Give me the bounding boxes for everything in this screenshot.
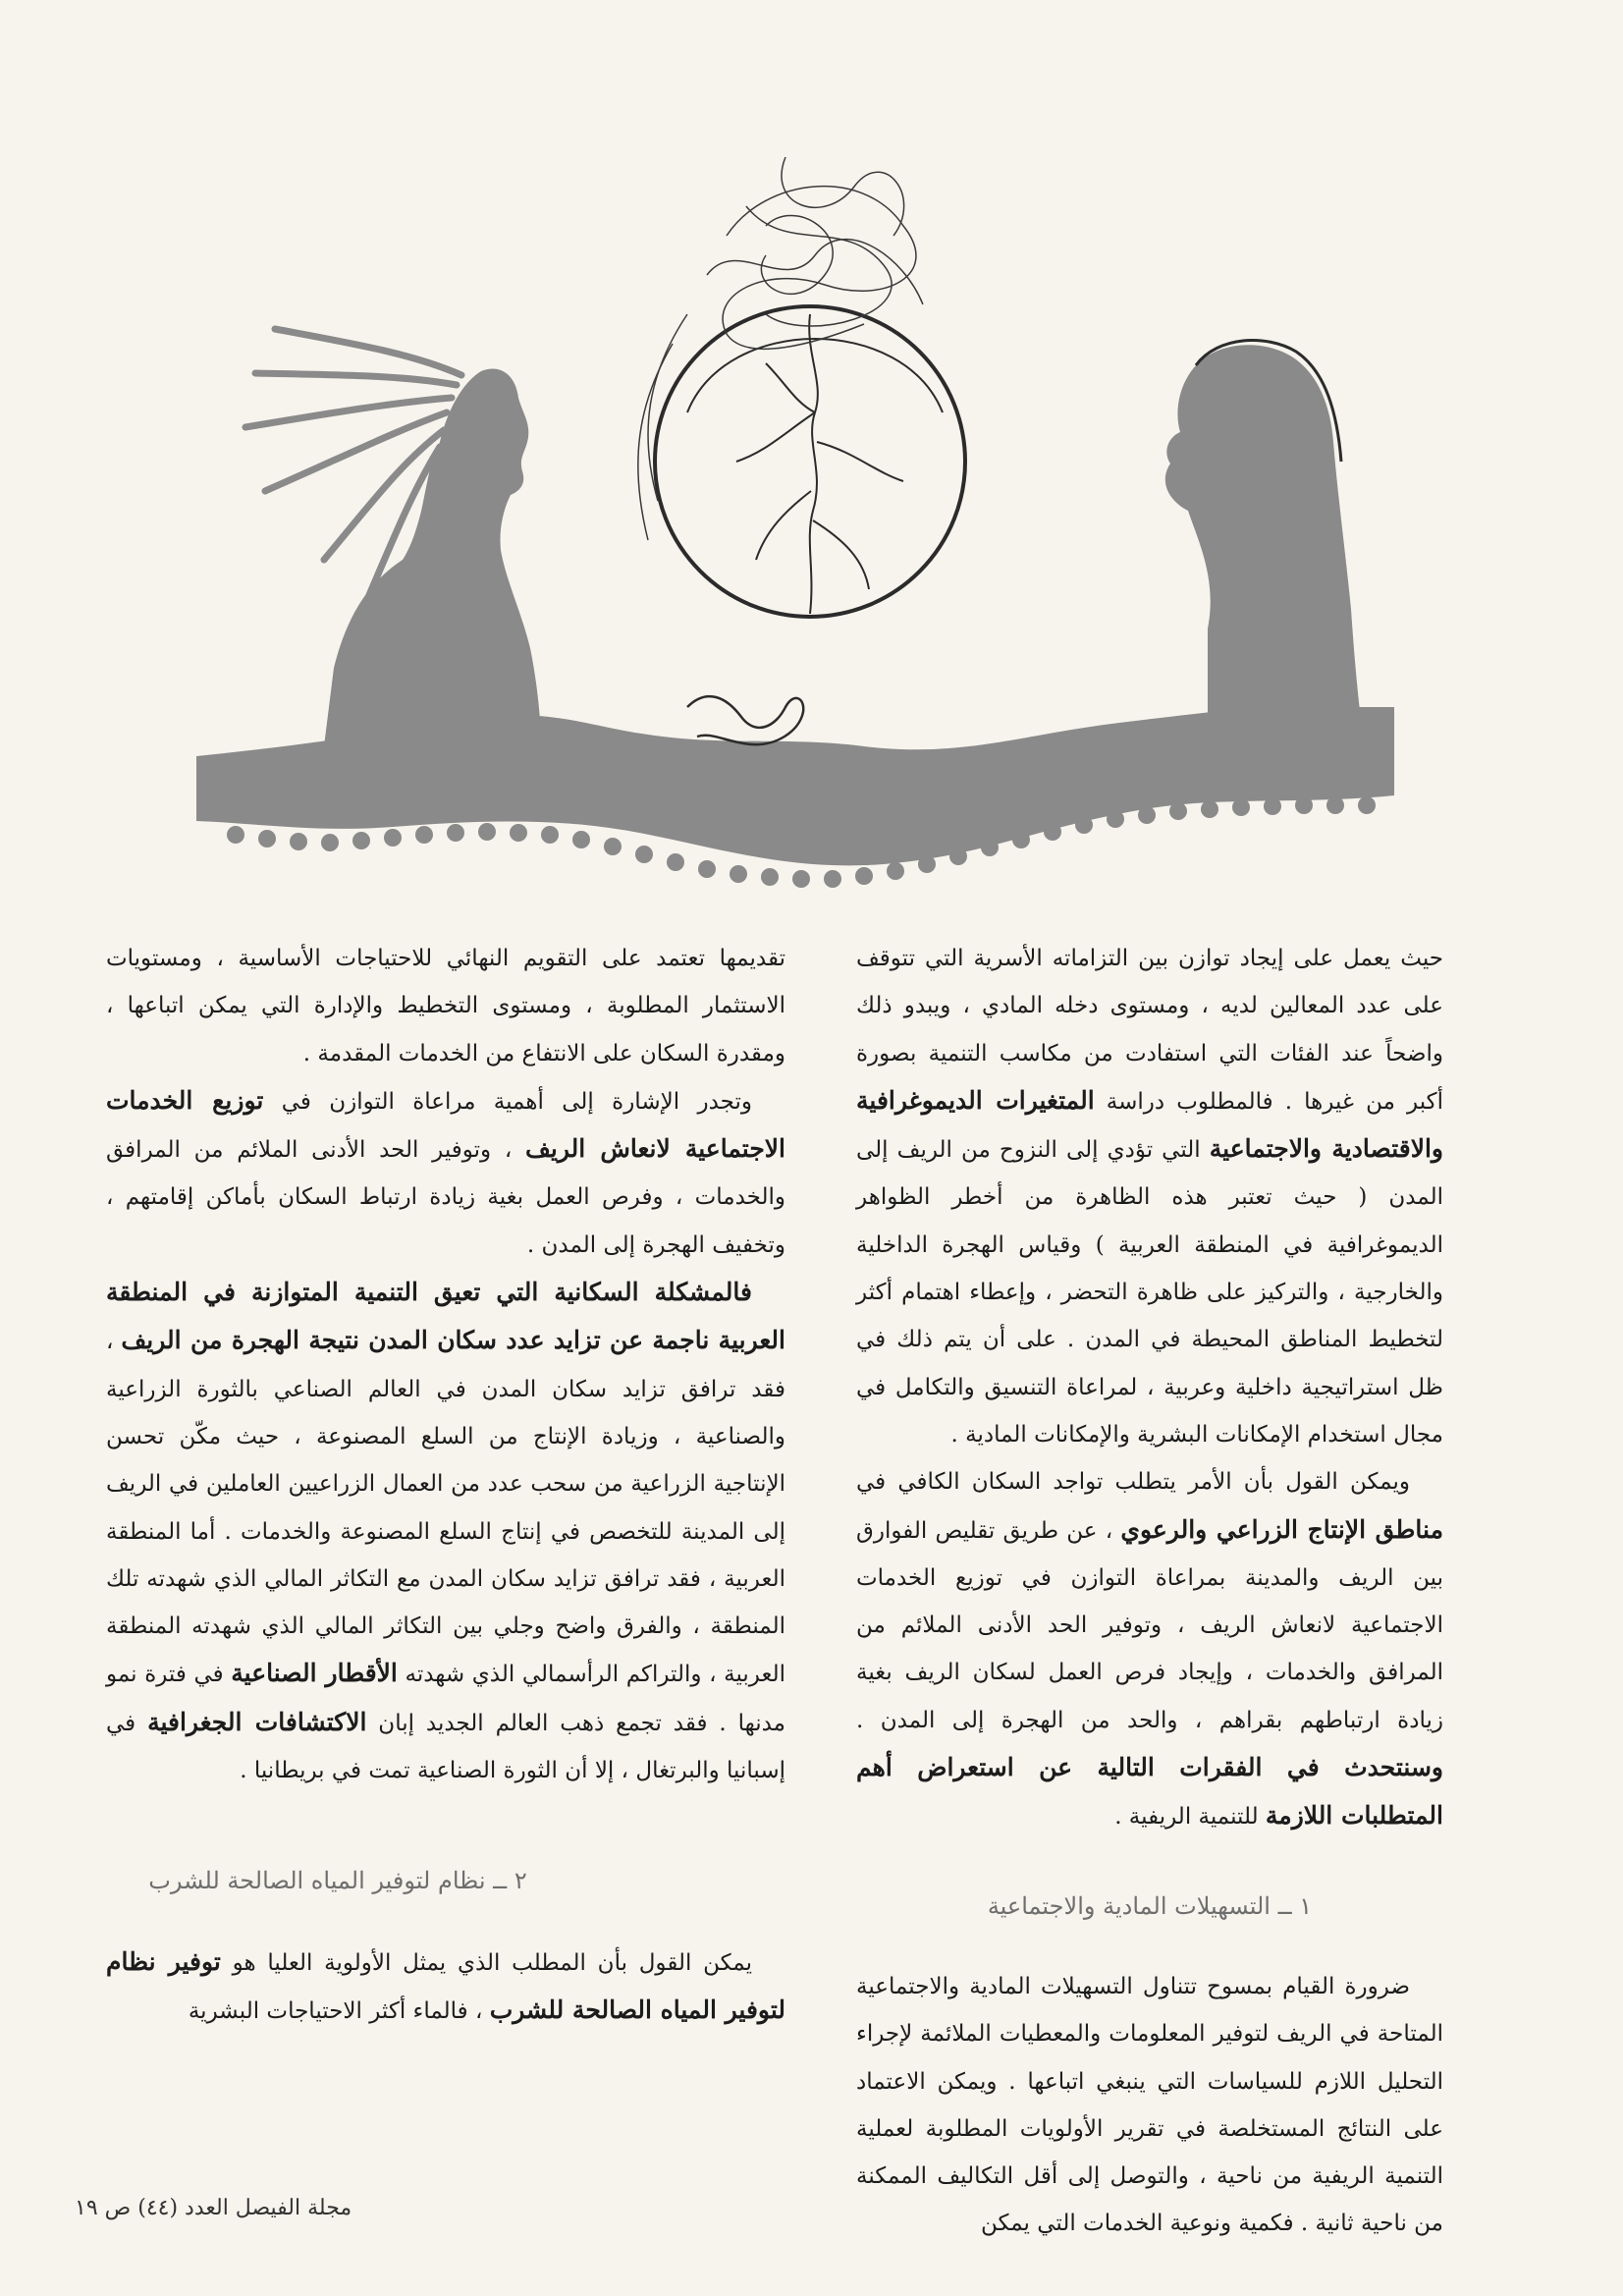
text: وتجدر الإشارة إلى أهمية مراعاة التوازن في: [263, 1088, 752, 1115]
section-heading-1: ١ ــ التسهيلات المادية والاجتماعية: [987, 1891, 1313, 1920]
right-paragraph-3: ضرورة القيام بمسوح تتناول التسهيلات المادية والاجتماعية المتاحة في الريف لتوفير المعلومات والمعطيات الملائمة لإجراء التحليل اللازم للسياسات التي ينبغي اتباعها . ويمكن الاعتماد على النتائج المستخلصة في تقرير الأولويات المطلوبة لعملية التنمية الريفية من ناحية ، والتوصل إلى أقل التكاليف الممكنة من ناحية ثانية . فكمية ونوعية الخدمات التي يمكن: [856, 1973, 1443, 2237]
text: التي تؤدي إلى النزوح من الريف إلى المدن ( حيث تعتبر هذه الظاهرة من أخطر الظواهر الديموغرافية في المنطقة العربية ) وقياس الهجرة الداخلية والخارجية ، والتركيز على ظاهرة التحضر ، وإعطاء اهتمام أكثر لتخطيط المناطق المحيطة في المدن . على أن يتم ذلك في ظل استراتيجية داخلية وعربية ، لمراعاة التنسيق والتكامل في مجال استخدام الإمكانات البشرية والإمكانات المادية .: [856, 1137, 1443, 1448]
left-paragraph-4: [106, 1939, 785, 2036]
text: للتنمية الريفية .: [1114, 1804, 1266, 1831]
left-paragraph-3: [106, 1269, 785, 1794]
bold-text: المتغيرات الديموغرافية والاقتصادية والاجتماعية: [856, 1085, 1443, 1164]
left-column: [106, 935, 785, 2035]
man-silhouette: [1165, 345, 1365, 746]
illustration: [177, 118, 1414, 903]
woman-silhouette: [324, 369, 542, 746]
bold-text: توزيع الخدمات الاجتماعية لانعاش الريف: [106, 1085, 785, 1164]
right-column: [856, 935, 1443, 2248]
right-paragraph-2: [856, 1458, 1443, 1840]
text: حيث يعمل على إيجاد توازن بين التزاماته الأسرية التي تتوقف على عدد المعالين لديه ، ومستوى دخله المادي ، ويبدو ذلك واضحاً عند الفئات التي استفادت من مكاسب التنمية بصورة أكبر من غيرها . فالمطلوب دراسة: [856, 946, 1443, 1115]
text: ويمكن القول بأن الأمر يتطلب تواجد السكان الكافي في: [856, 1469, 1410, 1496]
text: ، عن طريق تقليص الفوارق بين الريف والمدينة بمراعاة التوازن في توزيع الخدمات الاجتماعية لانعاش الريف ، وتوفير الحد الأدنى الملائم من المرافق والخدمات ، وإيجاد فرص العمل لسكان الريف بغية زيادة ارتباطهم بقراهم ، والحد من الهجرة إلى المدن .: [856, 1517, 1443, 1733]
text: ، فالماء أكثر الاحتياجات البشرية: [188, 1997, 490, 2024]
globe-cracks: [736, 314, 903, 614]
text: ، فقد ترافق تزايد سكان المدن في العالم الصناعي بالثورة الزراعية والصناعية ، وزيادة الإنتاج من السلع المصنوعة ، حيث مكّن تحسن الإنتاجية الزراعية من سحب عدد من العمال الزراعيين العاملين في الريف إلى المدينة للتخصص في إنتاج السلع المصنوعة والخدمات . أما المنطقة العربية ، فقد ترافق تزايد سكان المدن مع التكاثر المالي الذي شهدته تلك المنطقة ، والفرق واضح وجلي بين التكاثر المالي الذي شهدته المنطقة العربية ، والتراكم الرأسمالي الذي شهدته: [106, 1329, 785, 1688]
left-paragraph-2: [106, 1077, 785, 1269]
bold-text: الاكتشافات الجغرافية: [147, 1707, 367, 1736]
right-paragraph-1: [856, 935, 1443, 1458]
bold-text: وسنتحدث في الفقرات التالية عن استعراض أهم المتطلبات اللازمة: [856, 1753, 1443, 1831]
section-heading-2: ٢ ــ نظام لتوفير المياه الصالحة للشرب: [148, 1867, 527, 1895]
globe: [655, 306, 965, 617]
bold-text: فالمشكلة السكانية التي تعيق التنمية المتوازنة في المنطقة العربية ناجمة عن تزايد عدد سكان المدن نتيجة الهجرة من الريف: [106, 1278, 785, 1355]
left-paragraph-1: تقديمها تعتمد على التقويم النهائي للاحتياجات الأساسية ، ومستويات الاستثمار المطلوبة ، ومستوى التخطيط والإدارة التي يمكن اتباعها ، ومقدرة السكان على الانتفاع من الخدمات المقدمة .: [106, 946, 785, 1066]
bold-text: الأقطار الصناعية: [231, 1659, 398, 1688]
text: يمكن القول بأن المطلب الذي يمثل الأولوية العليا هو: [220, 1949, 752, 1976]
bold-text: مناطق الإنتاج الزراعي والرعوي: [1120, 1514, 1443, 1544]
page-footer: مجلة الفيصل العدد (٤٤) ص ١٩: [75, 2196, 352, 2220]
text: ، وتوفير الحد الأدنى الملائم من المرافق والخدمات ، وفرص العمل بغية زيادة ارتباط السكان بأماكن إقامتهم ، وتخفيف الهجرة إلى المدن .: [106, 1137, 785, 1258]
bold-text: توفير نظام لتوفير المياه الصالحة للشرب: [106, 1946, 785, 2024]
tree-scribble: [638, 157, 923, 540]
text: في إسبانيا والبرتغال ، إلا أن الثورة الصناعية تمت في بريطانيا .: [106, 1710, 785, 1784]
text: في فترة نمو مدنها . فقد تجمع ذهب العالم الجديد إبان: [106, 1662, 785, 1736]
child-figure: [687, 696, 803, 744]
